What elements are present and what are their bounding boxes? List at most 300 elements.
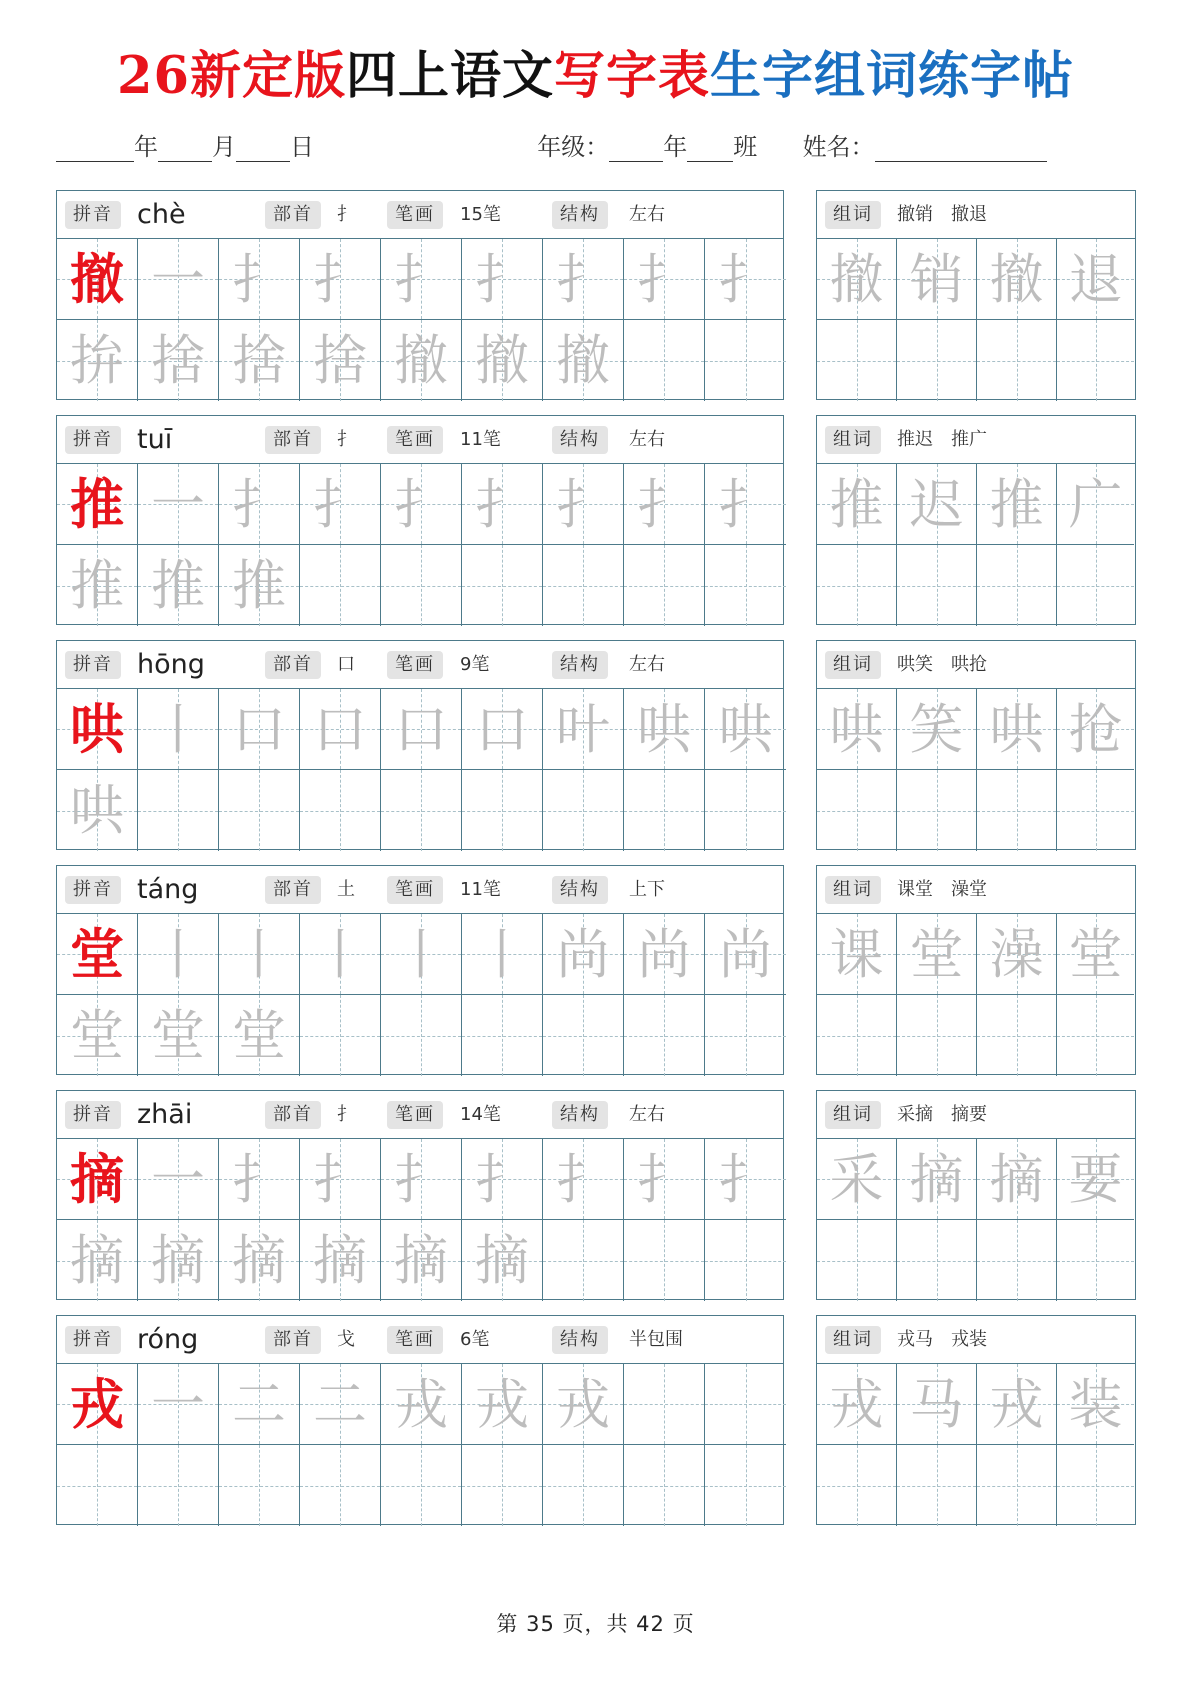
practice-cell[interactable] (381, 239, 462, 320)
words-header (817, 191, 1135, 239)
char-block (56, 1090, 1136, 1300)
word-cell[interactable] (1057, 1139, 1134, 1220)
practice-cell[interactable] (219, 914, 300, 995)
grade-class-label: 班 (733, 133, 758, 161)
word-character: 笑 (909, 698, 964, 761)
practice-cell[interactable] (300, 914, 381, 995)
radical-tag: 部首 (265, 201, 321, 229)
word-cell[interactable] (817, 1445, 897, 1526)
practice-cell[interactable] (543, 1139, 624, 1220)
word-cell[interactable] (817, 545, 897, 626)
word-cell[interactable] (897, 1220, 977, 1301)
stroke-step-character: 扌 (718, 473, 773, 536)
char-info-header (57, 416, 783, 464)
grade-label: 年级： (537, 133, 610, 161)
stroke-step-character: 撤 (475, 329, 529, 392)
word-character: 迟 (909, 473, 964, 536)
practice-cell[interactable] (300, 1220, 381, 1301)
practice-cell[interactable] (219, 689, 300, 770)
stroke-step-character: 捨 (232, 329, 286, 392)
stroke-step-character: 摘 (70, 1229, 124, 1292)
stroke-practice-panel (56, 1090, 784, 1300)
radical-tag: 部首 (265, 651, 321, 679)
practice-cell[interactable] (381, 770, 462, 851)
main-character: 堂 (70, 922, 124, 986)
stroke-step-character: 口 (313, 698, 367, 761)
words-tag: 组词 (825, 651, 881, 679)
word-character: 销 (909, 248, 964, 311)
page-footer: 第 35 页，共 42 页 (496, 1612, 695, 1636)
practice-cell[interactable] (543, 320, 624, 401)
word-character: 摘 (989, 1148, 1044, 1211)
stroke-step-character: 戎 (394, 1373, 448, 1436)
word-cell[interactable] (977, 320, 1057, 401)
words-header (817, 1091, 1135, 1139)
practice-cell[interactable] (624, 1220, 705, 1301)
structure-tag: 结构 (552, 651, 608, 679)
practice-cell[interactable] (624, 689, 705, 770)
practice-cell[interactable] (219, 1445, 300, 1526)
strokes-value: 9笔 (460, 654, 490, 675)
word-character: 课 (829, 923, 884, 986)
stroke-practice-panel (56, 1315, 784, 1525)
practice-cell[interactable] (300, 239, 381, 320)
practice-cell[interactable] (543, 1445, 624, 1526)
day-blank[interactable] (236, 134, 290, 162)
practice-cell[interactable] (462, 770, 543, 851)
practice-cell[interactable] (462, 1220, 543, 1301)
stroke-step-character: 扌 (232, 473, 286, 536)
words-header (817, 641, 1135, 689)
practice-cell[interactable] (543, 914, 624, 995)
practice-cell[interactable] (462, 689, 543, 770)
practice-cell[interactable] (705, 1139, 786, 1220)
stroke-step-character: 一 (151, 1148, 205, 1211)
grade-year-blank[interactable] (609, 134, 663, 162)
word-cell[interactable] (817, 1364, 897, 1445)
practice-cell[interactable] (57, 1139, 138, 1220)
stroke-step-character: 扌 (718, 248, 773, 311)
stroke-step-character: 扌 (475, 1148, 529, 1211)
word-character: 采 (829, 1148, 884, 1211)
stroke-step-character: 捨 (313, 329, 367, 392)
word-cell[interactable] (897, 770, 977, 851)
strokes-tag: 笔画 (387, 1326, 443, 1354)
stroke-step-character: 摘 (151, 1229, 205, 1292)
practice-cell[interactable] (462, 914, 543, 995)
word-cell[interactable] (897, 320, 977, 401)
stroke-step-character: 哄 (718, 698, 773, 761)
stroke-step-character: 摘 (475, 1229, 529, 1292)
stroke-practice-panel (56, 640, 784, 850)
structure-tag: 结构 (552, 1101, 608, 1129)
stroke-step-character: 一 (151, 248, 205, 311)
practice-cell[interactable] (624, 1139, 705, 1220)
stroke-step-character: 口 (475, 698, 529, 761)
practice-cell[interactable] (300, 1364, 381, 1445)
practice-cell[interactable] (705, 239, 786, 320)
date-row (56, 132, 1136, 172)
stroke-step-character: 尚 (556, 923, 610, 986)
words-tag: 组词 (825, 876, 881, 904)
word-cell[interactable] (977, 239, 1057, 320)
practice-cell[interactable] (138, 320, 219, 401)
practice-cell[interactable] (300, 1139, 381, 1220)
practice-cell[interactable] (705, 914, 786, 995)
structure-value: 左右 (629, 1104, 665, 1125)
char-block (56, 865, 1136, 1075)
grade-class-blank[interactable] (687, 134, 733, 162)
word-character: 哄 (829, 698, 884, 761)
word-cell[interactable] (897, 1139, 977, 1220)
word-cell[interactable] (897, 545, 977, 626)
stroke-step-character: 尚 (718, 923, 773, 986)
word-cell[interactable] (1057, 464, 1134, 545)
word-character: 抢 (1068, 698, 1123, 761)
char-block (56, 1315, 1136, 1525)
practice-cell[interactable] (57, 914, 138, 995)
name-label: 姓名： (802, 133, 875, 161)
practice-cell[interactable] (57, 770, 138, 851)
practice-cell[interactable] (138, 770, 219, 851)
practice-cell[interactable] (381, 1364, 462, 1445)
practice-cell[interactable] (138, 239, 219, 320)
stroke-step-character: 拚 (70, 329, 124, 392)
practice-cell[interactable] (138, 914, 219, 995)
practice-cell[interactable] (57, 1220, 138, 1301)
practice-cell[interactable] (705, 545, 786, 626)
words-panel (816, 865, 1136, 1075)
word-cell[interactable] (897, 464, 977, 545)
practice-cell[interactable] (138, 1364, 219, 1445)
stroke-step-character: 扌 (313, 1148, 367, 1211)
word-cell[interactable] (817, 770, 897, 851)
practice-cell[interactable] (381, 995, 462, 1076)
practice-cell[interactable] (705, 689, 786, 770)
word-character: 要 (1068, 1148, 1123, 1211)
practice-cell[interactable] (300, 689, 381, 770)
practice-cell[interactable] (381, 545, 462, 626)
practice-cell[interactable] (57, 689, 138, 770)
words-tag: 组词 (825, 1326, 881, 1354)
practice-cell[interactable] (138, 464, 219, 545)
structure-tag: 结构 (552, 876, 608, 904)
practice-cell[interactable] (462, 1445, 543, 1526)
pinyin-tag: 拼音 (65, 651, 121, 679)
words-tag: 组词 (825, 426, 881, 454)
practice-cell[interactable] (624, 320, 705, 401)
practice-cell[interactable] (624, 464, 705, 545)
pinyin-value: zhāi (137, 1099, 193, 1130)
pinyin-tag: 拼音 (65, 426, 121, 454)
main-character: 推 (70, 472, 124, 536)
structure-tag: 结构 (552, 1326, 608, 1354)
structure-tag: 结构 (552, 426, 608, 454)
radical-tag: 部首 (265, 426, 321, 454)
practice-cell[interactable] (624, 1445, 705, 1526)
word-cell[interactable] (897, 995, 977, 1076)
word-cell[interactable] (1057, 239, 1134, 320)
word-cell[interactable] (977, 464, 1057, 545)
pinyin-value: chè (137, 199, 186, 230)
word-cell[interactable] (977, 689, 1057, 770)
radical-value: 土 (337, 879, 355, 900)
word-cell[interactable] (977, 770, 1057, 851)
practice-cell[interactable] (300, 320, 381, 401)
practice-cell[interactable] (219, 545, 300, 626)
word-character: 马 (909, 1373, 964, 1436)
word-cell[interactable] (977, 545, 1057, 626)
word-cell[interactable] (1057, 770, 1134, 851)
word-cell[interactable] (817, 689, 897, 770)
word-cell[interactable] (1057, 914, 1134, 995)
practice-cell[interactable] (219, 1139, 300, 1220)
practice-cell[interactable] (300, 1445, 381, 1526)
practice-cell[interactable] (219, 320, 300, 401)
word-cell[interactable] (1057, 1445, 1134, 1526)
practice-cell[interactable] (381, 1220, 462, 1301)
stroke-step-character: 尚 (637, 923, 691, 986)
month-blank[interactable] (158, 134, 212, 162)
stroke-step-character: 丨 (475, 923, 529, 986)
radical-value: 扌 (337, 204, 355, 225)
practice-cell[interactable] (138, 1445, 219, 1526)
main-character: 戎 (70, 1372, 124, 1436)
practice-cell[interactable] (138, 1220, 219, 1301)
stroke-step-character: 摘 (394, 1229, 448, 1292)
strokes-tag: 笔画 (387, 426, 443, 454)
stroke-step-character: 扌 (637, 1148, 691, 1211)
practice-cell[interactable] (381, 1139, 462, 1220)
main-character: 哄 (70, 697, 124, 761)
practice-cell[interactable] (624, 1364, 705, 1445)
title-part-practice: 生字组词练字帖 (710, 46, 1075, 106)
stroke-step-character: 扌 (475, 248, 529, 311)
practice-cell[interactable] (57, 239, 138, 320)
stroke-step-character: 扌 (394, 248, 448, 311)
practice-cell[interactable] (462, 545, 543, 626)
practice-cell[interactable] (138, 995, 219, 1076)
stroke-step-character: 扌 (556, 248, 610, 311)
practice-cell[interactable] (705, 320, 786, 401)
word-cell[interactable] (897, 239, 977, 320)
word-character: 摘 (909, 1148, 964, 1211)
practice-cell[interactable] (705, 1445, 786, 1526)
stroke-step-character: 推 (232, 554, 286, 617)
practice-cell[interactable] (57, 320, 138, 401)
word-cell[interactable] (1057, 995, 1134, 1076)
practice-cell[interactable] (57, 995, 138, 1076)
radical-tag: 部首 (265, 1326, 321, 1354)
word-cell[interactable] (817, 239, 897, 320)
year-blank[interactable] (56, 134, 134, 162)
word-cell[interactable] (977, 914, 1057, 995)
word-cell[interactable] (1057, 1364, 1134, 1445)
practice-cell[interactable] (300, 545, 381, 626)
practice-cell[interactable] (543, 1220, 624, 1301)
main-character: 撤 (70, 247, 124, 311)
structure-value: 左右 (629, 654, 665, 675)
stroke-step-character: 扌 (718, 1148, 773, 1211)
practice-cell[interactable] (57, 545, 138, 626)
word-cell[interactable] (817, 995, 897, 1076)
word-cell[interactable] (977, 1220, 1057, 1301)
title-part-table: 写字表 (553, 46, 710, 106)
word-cell[interactable] (1057, 320, 1134, 401)
practice-cell[interactable] (138, 689, 219, 770)
practice-cell[interactable] (705, 1364, 786, 1445)
practice-cell[interactable] (462, 239, 543, 320)
radical-value: 扌 (337, 1104, 355, 1125)
words-tag: 组词 (825, 201, 881, 229)
practice-cell[interactable] (138, 1139, 219, 1220)
word-cell[interactable] (817, 464, 897, 545)
word-cell[interactable] (817, 1220, 897, 1301)
name-blank[interactable] (875, 134, 1047, 162)
practice-cell[interactable] (219, 239, 300, 320)
words-value: 哄笑 哄抢 (897, 654, 987, 675)
stroke-step-character: 哄 (637, 698, 691, 761)
practice-cell[interactable] (381, 464, 462, 545)
practice-cell[interactable] (624, 995, 705, 1076)
word-cell[interactable] (977, 1445, 1057, 1526)
structure-value: 半包围 (629, 1329, 683, 1350)
practice-cell[interactable] (543, 464, 624, 545)
char-info-header (57, 1316, 783, 1364)
char-info-header (57, 866, 783, 914)
practice-cell[interactable] (219, 464, 300, 545)
words-panel (816, 1090, 1136, 1300)
practice-cell[interactable] (705, 770, 786, 851)
practice-cell[interactable] (219, 770, 300, 851)
word-cell[interactable] (817, 320, 897, 401)
word-cell[interactable] (977, 1139, 1057, 1220)
stroke-step-character: 扌 (394, 473, 448, 536)
stroke-practice-panel (56, 415, 784, 625)
practice-cell[interactable] (381, 689, 462, 770)
practice-cell[interactable] (219, 1364, 300, 1445)
practice-cell[interactable] (300, 995, 381, 1076)
radical-value: 扌 (337, 429, 355, 450)
word-character: 撤 (829, 248, 884, 311)
word-character: 推 (829, 473, 884, 536)
word-cell[interactable] (977, 995, 1057, 1076)
practice-cell[interactable] (219, 995, 300, 1076)
strokes-tag: 笔画 (387, 651, 443, 679)
practice-cell[interactable] (219, 1220, 300, 1301)
word-cell[interactable] (1057, 1220, 1134, 1301)
practice-cell[interactable] (462, 995, 543, 1076)
practice-cell[interactable] (624, 914, 705, 995)
words-header (817, 866, 1135, 914)
practice-cell[interactable] (543, 689, 624, 770)
stroke-step-character: 扌 (475, 473, 529, 536)
stroke-step-character: 扌 (313, 248, 367, 311)
words-panel (816, 640, 1136, 850)
word-cell[interactable] (897, 1364, 977, 1445)
word-cell[interactable] (817, 914, 897, 995)
char-info-header (57, 1091, 783, 1139)
stroke-step-character: 扌 (313, 473, 367, 536)
word-character: 撤 (989, 248, 1044, 311)
strokes-value: 11笔 (460, 429, 501, 450)
stroke-step-character: 口 (232, 698, 286, 761)
practice-cell[interactable] (300, 464, 381, 545)
practice-cell[interactable] (543, 239, 624, 320)
stroke-step-character: 推 (70, 554, 124, 617)
practice-cell[interactable] (381, 320, 462, 401)
title-part-grade: 四上语文 (345, 46, 554, 106)
word-cell[interactable] (897, 914, 977, 995)
practice-cell[interactable] (624, 239, 705, 320)
practice-cell[interactable] (57, 464, 138, 545)
practice-cell[interactable] (462, 1139, 543, 1220)
stroke-step-character: 捨 (151, 329, 205, 392)
practice-cell[interactable] (543, 1364, 624, 1445)
words-value: 撤销 撤退 (897, 204, 987, 225)
stroke-step-character: 叶 (556, 698, 610, 761)
practice-cell[interactable] (624, 770, 705, 851)
word-character: 广 (1068, 473, 1123, 536)
stroke-step-character: 二 (232, 1373, 286, 1436)
stroke-step-character: 一 (151, 473, 205, 536)
practice-cell[interactable] (462, 1364, 543, 1445)
word-character: 退 (1068, 248, 1123, 311)
practice-cell[interactable] (57, 1364, 138, 1445)
page-title (0, 40, 1191, 112)
practice-cell[interactable] (138, 545, 219, 626)
stroke-step-character: 扌 (556, 473, 610, 536)
stroke-step-character: 堂 (232, 1004, 286, 1067)
stroke-step-character: 扌 (556, 1148, 610, 1211)
stroke-step-character: 扌 (637, 473, 691, 536)
word-cell[interactable] (817, 1139, 897, 1220)
char-block (56, 190, 1136, 400)
practice-cell[interactable] (543, 770, 624, 851)
words-value: 课堂 澡堂 (897, 879, 987, 900)
word-cell[interactable] (977, 1364, 1057, 1445)
practice-cell[interactable] (57, 1445, 138, 1526)
word-cell[interactable] (1057, 689, 1134, 770)
practice-cell[interactable] (624, 545, 705, 626)
stroke-step-character: 摘 (313, 1229, 367, 1292)
practice-cell[interactable] (300, 770, 381, 851)
structure-value: 上下 (629, 879, 665, 900)
word-cell[interactable] (897, 689, 977, 770)
stroke-practice-panel (56, 865, 784, 1075)
words-header (817, 1316, 1135, 1364)
practice-cell[interactable] (462, 464, 543, 545)
word-character: 装 (1068, 1373, 1123, 1436)
practice-cell[interactable] (543, 545, 624, 626)
practice-cell[interactable] (705, 464, 786, 545)
word-cell[interactable] (897, 1445, 977, 1526)
stroke-step-character: 戎 (556, 1373, 610, 1436)
practice-cell[interactable] (705, 1220, 786, 1301)
word-cell[interactable] (1057, 545, 1134, 626)
words-panel (816, 415, 1136, 625)
practice-cell[interactable] (381, 914, 462, 995)
stroke-step-character: 哄 (70, 779, 124, 842)
practice-cell[interactable] (705, 995, 786, 1076)
stroke-step-character: 口 (394, 698, 448, 761)
practice-cell[interactable] (462, 320, 543, 401)
practice-cell[interactable] (543, 995, 624, 1076)
pinyin-tag: 拼音 (65, 876, 121, 904)
pinyin-tag: 拼音 (65, 1326, 121, 1354)
pinyin-value: tuī (137, 424, 173, 455)
practice-cell[interactable] (381, 1445, 462, 1526)
